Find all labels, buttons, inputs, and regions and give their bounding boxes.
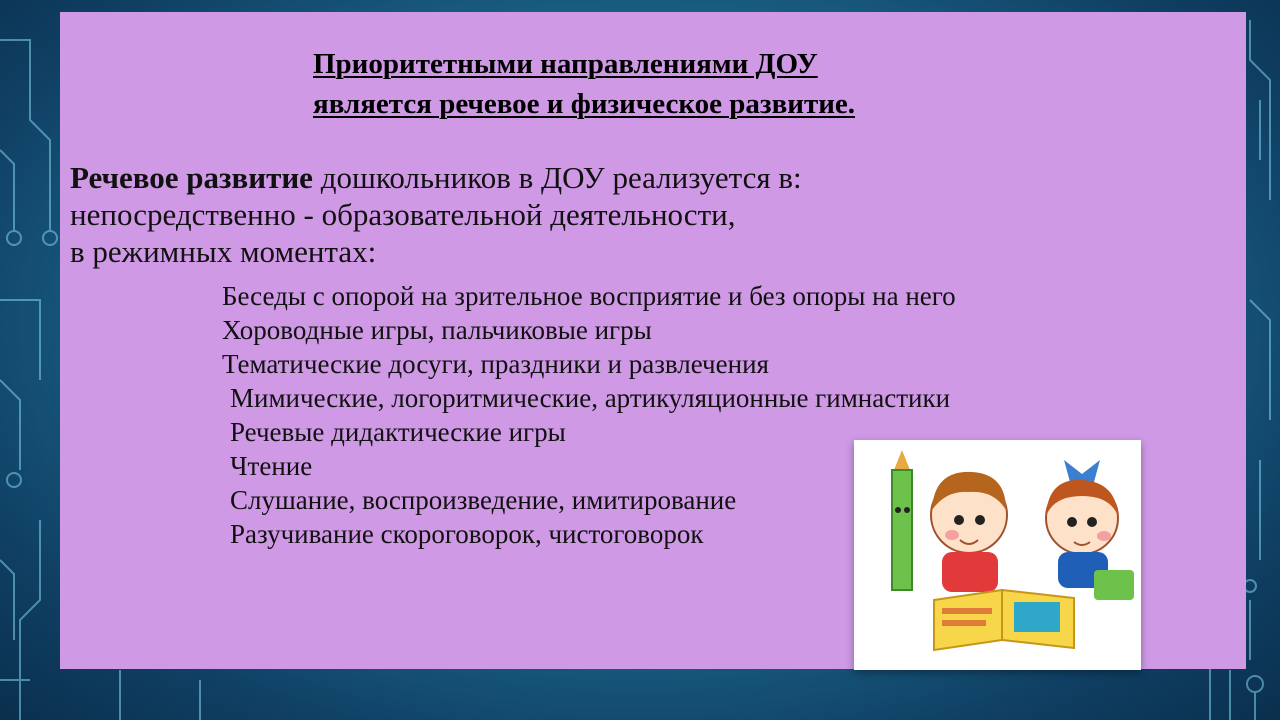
- intro-text: [70, 159, 1070, 270]
- intro-line-3: в режимных моментах:: [70, 234, 377, 269]
- title-line-1: Приоритетными направлениями ДОУ: [313, 48, 818, 80]
- list-item: Речевые дидактические игры: [230, 417, 566, 447]
- list-item: Мимические, логоритмические, артикуляционные гимнастики: [230, 383, 951, 413]
- intro-line-2: непосредственно - образовательной деятельности,: [70, 197, 736, 232]
- intro-bold-phrase: Речевое развитие: [70, 160, 313, 195]
- slide-title: [313, 44, 1073, 124]
- intro-line-1: [70, 159, 1070, 196]
- list-item: Беседы с опорой на зрительное восприятие и без опоры на него: [222, 281, 956, 311]
- list-item: Хороводные игры, пальчиковые игры: [222, 315, 652, 345]
- title-line-2: является речевое и физическое развитие.: [313, 88, 856, 120]
- boy-character: [931, 472, 1007, 592]
- list-item: Слушание, воспроизведение, имитирование: [230, 485, 737, 515]
- list-item: Разучивание скороговорок, чистоговорок: [230, 519, 704, 549]
- list-item: Тематические досуги, праздники и развлечения: [222, 349, 769, 379]
- intro-line-1-rest: дошкольников в ДОУ реализуется в:: [312, 160, 802, 195]
- pencil-character: [892, 450, 912, 590]
- open-book: [934, 590, 1074, 650]
- girl-character: [1046, 460, 1118, 588]
- list-item: Чтение: [230, 451, 313, 481]
- children-reading-image: [854, 440, 1141, 670]
- green-table: [1094, 570, 1134, 600]
- children-reading-illustration: [854, 440, 1141, 670]
